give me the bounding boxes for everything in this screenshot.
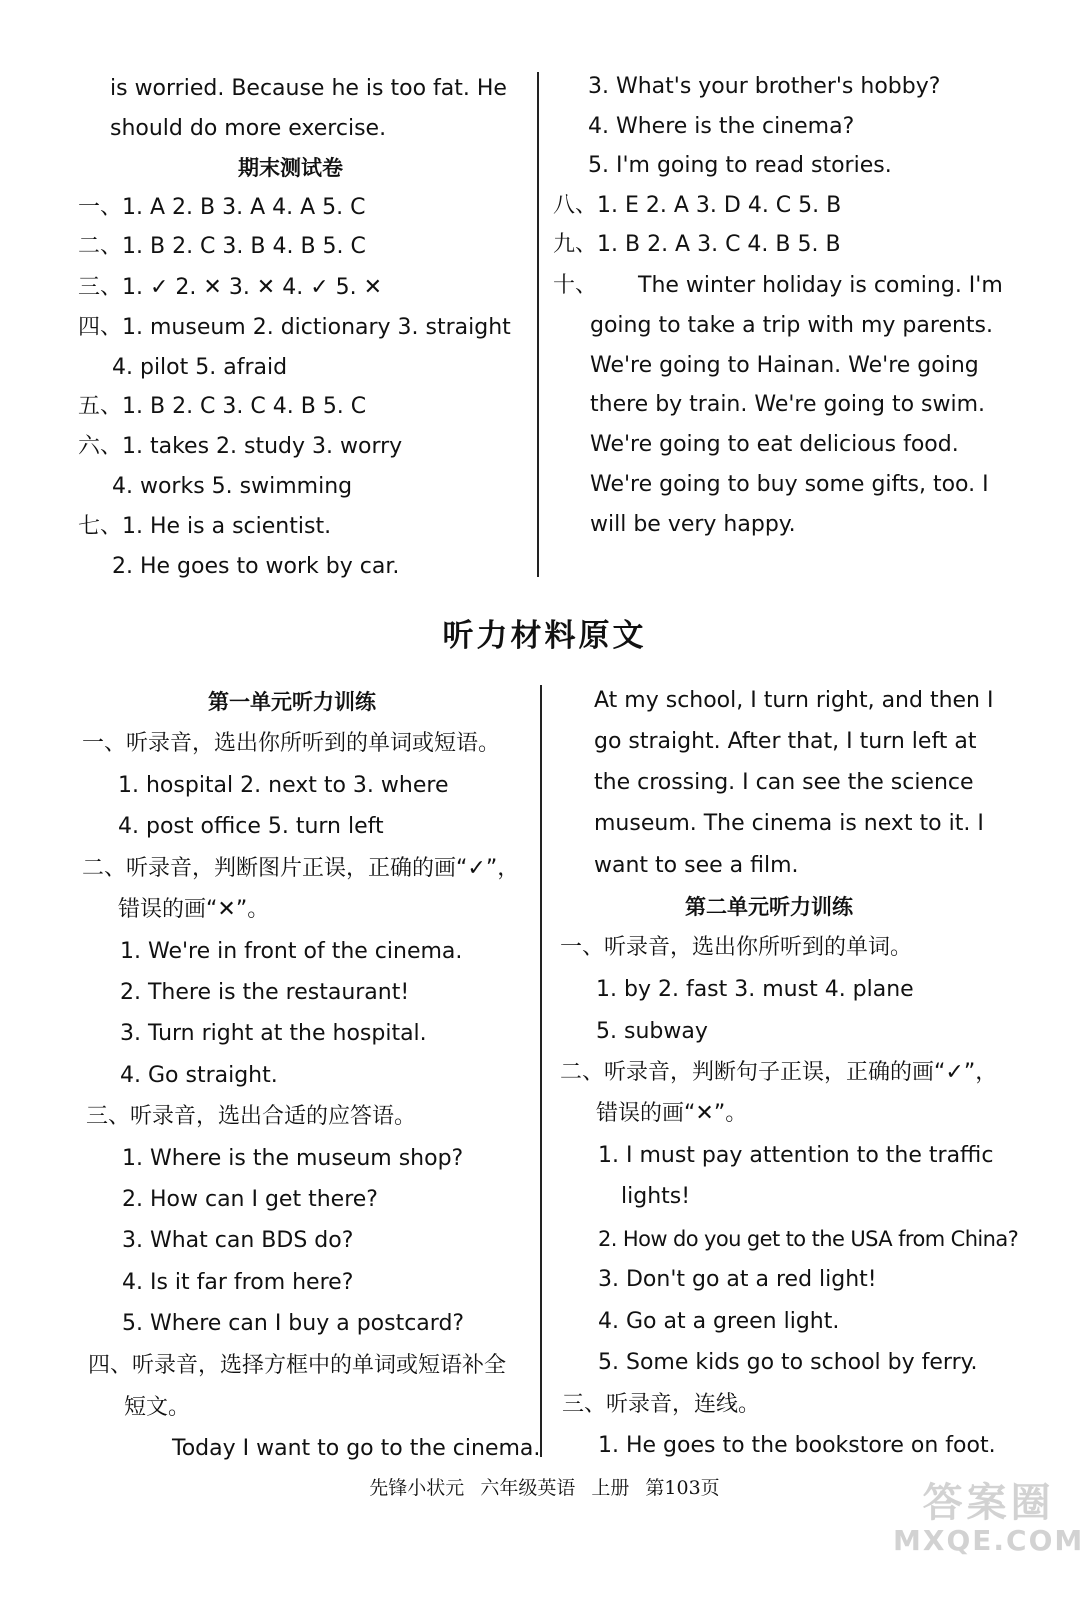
passage-line: Today I want to go to the cinema. [172,1436,541,1461]
answer-row: 十、 [553,273,598,298]
essay-line: there by train. We're going to swim. [590,392,986,417]
answer-row: 五、1. B 2. C 3. C 4. B 5. C [78,394,367,419]
item-line: 3. What can BDS do? [122,1228,354,1253]
question-line: 四、听录音，选择方框中的单词或短语补全 [88,1353,507,1378]
item-line: 1. He goes to the bookstore on foot. [598,1433,996,1458]
page-footer: 先锋小状元 六年级英语 上册 第103页 [369,1477,720,1499]
answer-row: 2. He goes to work by car. [112,554,400,579]
item-line: 1. I must pay attention to the traffic [598,1143,994,1168]
question-line: 三、听录音，连线。 [562,1392,761,1417]
essay-line: will be very happy. [590,512,796,537]
question-line: 错误的画“✕”。 [118,897,270,922]
item-line: 3. Turn right at the hospital. [120,1021,427,1046]
item-line: 1. We're in front of the cinema. [120,939,463,964]
item-line: 2. How do you get to the USA from China? [598,1227,1019,1251]
item-line: 3. Don't go at a red light! [598,1267,877,1292]
essay-line: We're going to Hainan. We're going [590,353,979,378]
item-line: 5. subway [596,1019,708,1044]
answer-row: 八、1. E 2. A 3. D 4. C 5. B [553,193,842,218]
question-line: 短文。 [124,1395,191,1420]
essay-line: The winter holiday is coming. I'm [638,273,1003,298]
section-heading: 期末测试卷 [238,156,343,180]
essay-line: going to take a trip with my parents. [590,313,994,338]
item-line: 4. Go at a green light. [598,1309,840,1334]
item-line: 4. Go straight. [120,1063,278,1088]
bottom-column-divider [540,685,542,1457]
item-line: 2. How can I get there? [122,1187,378,1212]
question-line: 二、听录音，判断图片正误，正确的画“✓”， [82,856,520,881]
answer-row: 六、1. takes 2. study 3. worry [78,434,403,459]
item-line: 5. Some kids go to school by ferry. [598,1350,978,1375]
essay-line: We're going to eat delicious food. [590,432,959,457]
section-title: 听力材料原文 [442,618,647,654]
essay-line: We're going to buy some gifts, too. I [590,472,989,497]
unit-heading: 第二单元听力训练 [685,895,853,919]
unit-heading: 第一单元听力训练 [208,690,376,714]
answer-row: 四、1. museum 2. dictionary 3. straight [78,315,511,340]
question-line: 一、听录音，选出你所听到的单词或短语。 [82,731,501,756]
item-line: 1. Where is the museum shop? [122,1146,464,1171]
text-line: is worried. Because he is too fat. He [110,76,507,101]
question-line: 二、听录音，判断句子正误，正确的画“✓”， [560,1060,998,1085]
text-line: 5. I'm going to read stories. [588,153,892,178]
text-line: 4. Where is the cinema? [588,114,855,139]
passage-line: At my school, I turn right, and then I [594,688,994,713]
answer-row: 4. works 5. swimming [112,474,353,499]
item-line: 4. Is it far from here? [122,1270,354,1295]
item-line: 4. post office 5. turn left [118,814,384,839]
top-column-divider [537,72,539,577]
item-line: 1. hospital 2. next to 3. where [118,773,449,798]
question-line: 一、听录音，选出你所听到的单词。 [560,935,913,960]
passage-line: the crossing. I can see the science [594,770,974,795]
passage-line: museum. The cinema is next to it. I [594,811,984,836]
answer-row: 一、1. A 2. B 3. A 4. A 5. C [78,195,366,220]
answer-row: 4. pilot 5. afraid [112,355,288,380]
passage-line: go straight. After that, I turn left at [594,729,977,754]
question-line: 三、听录音，选出合适的应答语。 [86,1104,417,1129]
item-line: 1. by 2. fast 3. must 4. plane [596,977,914,1002]
passage-line: want to see a film. [594,853,799,878]
answer-row: 二、1. B 2. C 3. B 4. B 5. C [78,234,366,259]
item-line: 5. Where can I buy a postcard? [122,1311,465,1336]
item-line: 2. There is the restaurant! [120,980,410,1005]
text-line: should do more exercise. [110,116,387,141]
answer-row: 九、1. B 2. A 3. C 4. B 5. B [553,232,841,257]
question-line: 错误的画“✕”。 [596,1101,748,1126]
watermark-url: MXQE.COM [893,1524,1085,1557]
watermark-logo-text: 答案圈 [922,1480,1055,1526]
answer-row: 三、1. ✓ 2. ✕ 3. ✕ 4. ✓ 5. ✕ [78,275,383,300]
item-line: lights! [621,1184,691,1209]
text-line: 3. What's your brother's hobby? [588,74,941,99]
answer-row: 七、1. He is a scientist. [78,514,332,539]
watermark [893,1480,1084,1556]
